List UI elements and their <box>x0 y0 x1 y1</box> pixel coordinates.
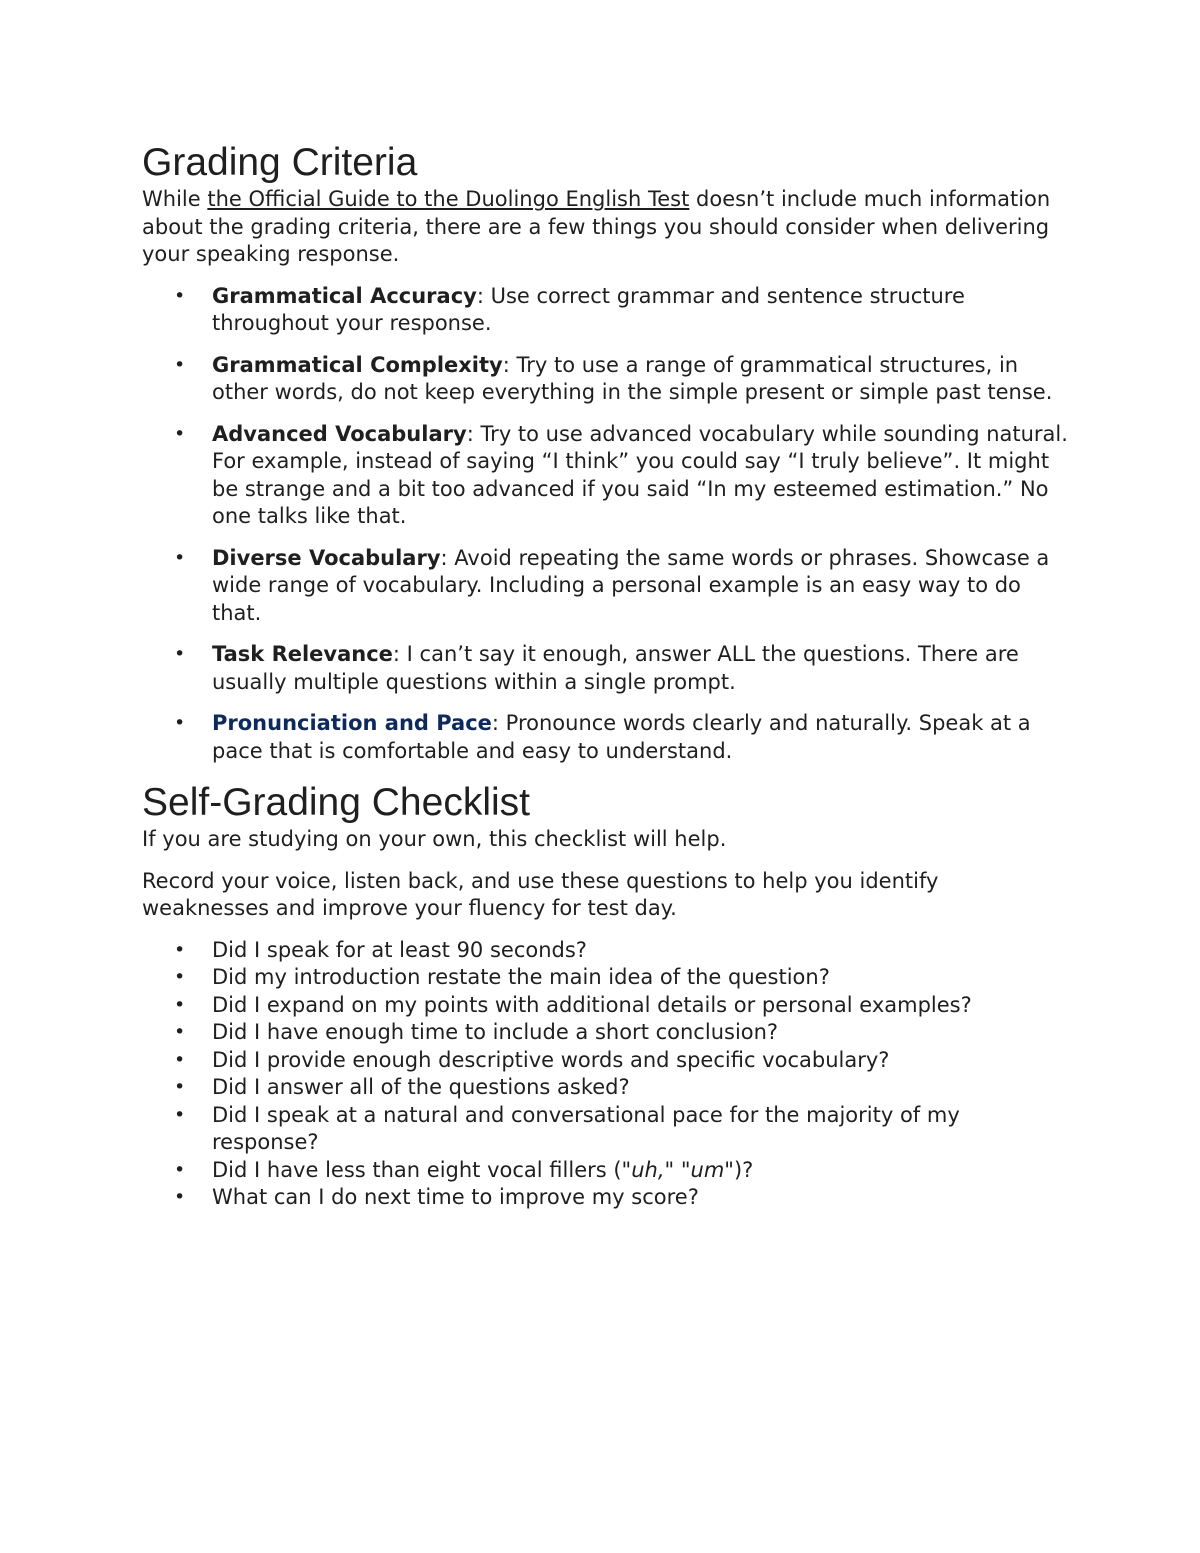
bullet-icon: • <box>174 1076 186 1098</box>
checklist-item <box>142 937 1072 965</box>
criteria-item <box>142 641 1072 696</box>
checklist-item-text: Did I expand on my points with additional details or personal examples? <box>212 992 972 1017</box>
criteria-item <box>142 352 1072 407</box>
bullet-icon: • <box>174 1186 186 1208</box>
criteria-description: : Try to use a range of grammatical structures, in other words, do not keep everything in the simple present or simple past tense. <box>212 352 1053 404</box>
checklist-item-text: Did I provide enough descriptive words and specific vocabulary? <box>212 1047 890 1072</box>
checklist-item <box>142 1019 1072 1047</box>
checklist-item-fillers <box>142 1157 1072 1185</box>
section-title-self-grading-checklist: Self-Grading Checklist <box>142 781 530 824</box>
checklist-item-text: Did I answer all of the questions asked? <box>212 1075 630 1099</box>
criteria-item <box>142 710 1072 765</box>
checklist-item <box>142 992 1072 1020</box>
checklist-item <box>142 1184 1072 1212</box>
bullet-icon: • <box>174 353 186 376</box>
checklist-item-text: Did I speak at a natural and conversational pace for the majority of my response? <box>212 1102 960 1154</box>
bullet-icon: • <box>174 1158 186 1181</box>
criteria-description: : Try to use advanced vocabulary while sounding natural. For example, instead of saying “I think” you could say “I truly believe”. It might be strange and a bit too advanced if you said “In my esteemed estimation.” No one talks like that. <box>212 421 1068 528</box>
checklist-list <box>142 937 1072 1212</box>
bullet-icon: • <box>174 284 186 307</box>
checklist-item <box>142 1102 1072 1157</box>
intro-text-end: doesn’t include much information about the grading criteria, there are a few things you should consider when delivering your speaking response. <box>142 187 1051 266</box>
bullet-icon: • <box>174 938 186 961</box>
criteria-description: : I can’t say it enough, answer ALL the questions. There are usually multiple questions within a single prompt. <box>212 642 1019 694</box>
checklist-item-text: What can I do next time to improve my score? <box>212 1185 699 1209</box>
checklist-item <box>142 1074 1072 1102</box>
checklist-intro-paragraph: If you are studying on your own, this checklist will help. <box>142 827 727 851</box>
document-page <box>142 140 1072 1212</box>
bullet-icon: • <box>174 1048 186 1071</box>
checklist-item <box>142 964 1072 992</box>
bullet-icon: • <box>174 1021 186 1043</box>
intro-text-start: While <box>142 187 208 211</box>
fillers-text-start: Did I have less than eight vocal fillers (" <box>212 1157 632 1182</box>
bullet-icon: • <box>174 643 186 665</box>
criteria-term: Task Relevance <box>212 642 393 666</box>
criteria-term: Grammatical Accuracy <box>212 283 477 308</box>
criteria-term: Diverse Vocabulary <box>212 545 441 570</box>
bullet-icon: • <box>174 546 186 569</box>
bullet-icon: • <box>174 993 186 1016</box>
grading-intro-paragraph <box>142 186 1072 269</box>
checklist-instructions-paragraph: Record your voice, listen back, and use these questions to help you identify weaknesses and improve your fluency for test day. <box>142 868 939 920</box>
criteria-item <box>142 283 1072 338</box>
fillers-text-end: ")? <box>724 1157 754 1182</box>
criteria-term-highlighted: Pronunciation and Pace <box>212 711 492 735</box>
criteria-item <box>142 421 1072 531</box>
section-title-grading-criteria: Grading Criteria <box>142 141 418 184</box>
criteria-description: : Use correct grammar and sentence structure throughout your response. <box>212 283 965 335</box>
checklist-item-text: Did I speak for at least 90 seconds? <box>212 937 587 962</box>
criteria-description: : Pronounce words clearly and naturally. Speak at a pace that is comfortable and easy to understand. <box>212 711 1031 763</box>
checklist-item-text: Did I have enough time to include a short conclusion? <box>212 1020 779 1044</box>
checklist-item <box>142 1047 1072 1075</box>
criteria-item <box>142 545 1072 628</box>
filler-um: um <box>690 1157 725 1182</box>
bullet-icon: • <box>174 422 186 445</box>
criteria-term: Grammatical Complexity <box>212 352 503 377</box>
filler-uh: uh, <box>631 1157 665 1182</box>
bullet-icon: • <box>174 966 186 988</box>
bullet-icon: • <box>174 1103 186 1126</box>
official-guide-link[interactable]: the Official Guide to the Duolingo English Test <box>207 187 690 211</box>
criteria-list <box>142 283 1072 766</box>
criteria-description: : Avoid repeating the same words or phrases. Showcase a wide range of vocabulary. Including a personal example is an easy way to do that. <box>212 545 1050 625</box>
criteria-term: Advanced Vocabulary <box>212 421 467 446</box>
checklist-item-text: Did my introduction restate the main idea of the question? <box>212 965 830 989</box>
bullet-icon: • <box>174 712 186 734</box>
fillers-text-middle: " " <box>664 1157 691 1182</box>
